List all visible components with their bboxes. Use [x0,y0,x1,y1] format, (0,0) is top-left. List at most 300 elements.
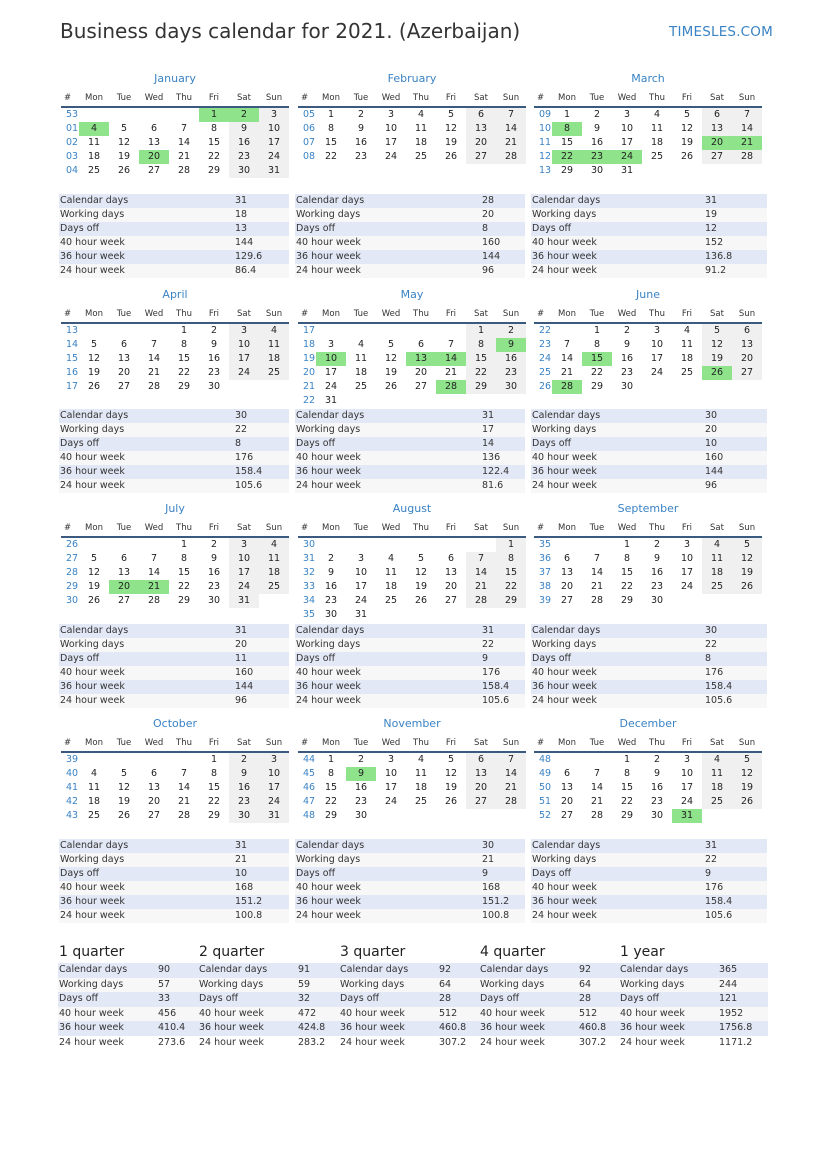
day-cell[interactable]: 30 [207,595,221,606]
day-cell[interactable]: 12 [444,768,458,779]
day-cell[interactable]: 20 [560,796,574,807]
day-cell[interactable]: 20 [109,580,139,594]
day-cell[interactable]: 9 [357,123,365,134]
day-cell[interactable]: 7 [180,123,188,134]
day-cell[interactable]: 5 [683,109,691,120]
day-cell[interactable]: 17 [324,367,338,378]
day-cell[interactable]: 6 [120,339,128,350]
day-cell[interactable]: 30 [354,810,368,821]
day-cell[interactable]: 6 [563,768,571,779]
day-cell[interactable]: 10 [680,768,694,779]
day-cell[interactable]: 13 [466,122,496,136]
day-cell[interactable]: 15 [620,567,634,578]
day-cell[interactable]: 7 [447,339,455,350]
day-cell[interactable]: 17 [620,137,634,148]
day-cell[interactable]: 5 [90,553,98,564]
day-cell[interactable]: 2 [496,324,526,338]
day-cell[interactable]: 1 [180,539,188,550]
day-cell[interactable]: 29 [207,165,221,176]
day-cell[interactable]: 12 [444,123,458,134]
day-cell[interactable]: 14 [732,122,762,136]
day-cell[interactable]: 19 [384,367,398,378]
day-cell[interactable]: 25 [384,595,398,606]
day-cell[interactable]: 15 [177,567,191,578]
day-cell[interactable]: 14 [590,567,604,578]
day-cell[interactable]: 28 [496,795,526,809]
day-cell[interactable]: 3 [387,109,395,120]
day-cell[interactable]: 17 [384,137,398,148]
day-cell[interactable]: 21 [466,580,496,594]
day-cell[interactable]: 17 [384,782,398,793]
day-cell[interactable]: 25 [680,367,694,378]
day-cell[interactable]: 20 [147,796,161,807]
day-cell[interactable]: 30 [229,809,259,823]
day-cell[interactable]: 2 [357,754,365,765]
day-cell[interactable]: 28 [590,810,604,821]
day-cell[interactable]: 24 [612,150,642,164]
day-cell[interactable]: 13 [560,782,574,793]
day-cell[interactable]: 9 [623,339,631,350]
day-cell[interactable]: 9 [229,767,259,781]
day-cell[interactable]: 5 [732,753,762,767]
day-cell[interactable]: 1 [623,754,631,765]
day-cell[interactable]: 12 [680,123,694,134]
day-cell[interactable]: 27 [702,150,732,164]
day-cell[interactable]: 11 [354,353,368,364]
day-cell[interactable]: 11 [87,137,101,148]
day-cell[interactable]: 4 [702,538,732,552]
day-cell[interactable]: 20 [117,367,131,378]
day-cell[interactable]: 29 [177,381,191,392]
day-cell[interactable]: 4 [90,768,98,779]
day-cell[interactable]: 14 [496,122,526,136]
day-cell[interactable]: 27 [147,165,161,176]
day-cell[interactable]: 10 [620,123,634,134]
day-cell[interactable]: 15 [496,566,526,580]
day-cell[interactable]: 25 [702,580,732,594]
day-cell[interactable]: 25 [354,381,368,392]
day-cell[interactable]: 8 [180,339,188,350]
day-cell[interactable]: 25 [259,580,289,594]
day-cell[interactable]: 24 [259,150,289,164]
day-cell[interactable]: 10 [259,122,289,136]
day-cell[interactable]: 23 [229,150,259,164]
day-cell[interactable]: 8 [623,768,631,779]
day-cell[interactable]: 29 [207,810,221,821]
day-cell[interactable]: 26 [680,151,694,162]
day-cell[interactable]: 8 [210,768,218,779]
day-cell[interactable]: 22 [177,367,191,378]
day-cell[interactable]: 7 [563,339,571,350]
day-cell[interactable]: 21 [147,367,161,378]
day-cell[interactable]: 1 [623,539,631,550]
day-cell[interactable]: 28 [466,594,496,608]
day-cell[interactable]: 4 [683,325,691,336]
day-cell[interactable]: 2 [357,109,365,120]
day-cell[interactable]: 17 [259,781,289,795]
day-cell[interactable]: 22 [552,150,582,164]
day-cell[interactable]: 9 [210,553,218,564]
day-cell[interactable]: 11 [259,338,289,352]
day-cell[interactable]: 15 [582,352,612,366]
day-cell[interactable]: 4 [357,339,365,350]
day-cell[interactable]: 2 [653,539,661,550]
day-cell[interactable]: 26 [414,595,428,606]
day-cell[interactable]: 23 [650,581,664,592]
day-cell[interactable]: 18 [680,353,694,364]
day-cell[interactable]: 26 [117,810,131,821]
day-cell[interactable]: 22 [324,151,338,162]
day-cell[interactable]: 19 [444,137,458,148]
day-cell[interactable]: 11 [650,123,664,134]
day-cell[interactable]: 12 [87,353,101,364]
day-cell[interactable]: 3 [683,754,691,765]
day-cell[interactable]: 9 [653,553,661,564]
day-cell[interactable]: 6 [466,753,496,767]
day-cell[interactable]: 11 [414,123,428,134]
day-cell[interactable]: 13 [466,767,496,781]
day-cell[interactable]: 25 [414,151,428,162]
day-cell[interactable]: 20 [702,136,732,150]
day-cell[interactable]: 20 [139,150,169,164]
day-cell[interactable]: 20 [732,352,762,366]
day-cell[interactable]: 1 [199,108,229,122]
day-cell[interactable]: 13 [117,353,131,364]
day-cell[interactable]: 11 [384,567,398,578]
day-cell[interactable]: 12 [87,567,101,578]
day-cell[interactable]: 8 [466,338,496,352]
day-cell[interactable]: 28 [177,810,191,821]
day-cell[interactable]: 18 [87,151,101,162]
day-cell[interactable]: 9 [496,338,526,352]
day-cell[interactable]: 12 [117,782,131,793]
day-cell[interactable]: 15 [207,782,221,793]
day-cell[interactable]: 10 [354,567,368,578]
day-cell[interactable]: 7 [150,339,158,350]
day-cell[interactable]: 12 [732,767,762,781]
day-cell[interactable]: 14 [560,353,574,364]
day-cell[interactable]: 7 [150,553,158,564]
day-cell[interactable]: 19 [87,581,101,592]
day-cell[interactable]: 24 [384,796,398,807]
day-cell[interactable]: 21 [560,367,574,378]
day-cell[interactable]: 5 [387,339,395,350]
day-cell[interactable]: 10 [259,767,289,781]
day-cell[interactable]: 9 [229,122,259,136]
day-cell[interactable]: 2 [623,325,631,336]
day-cell[interactable]: 14 [177,782,191,793]
day-cell[interactable]: 14 [466,566,496,580]
day-cell[interactable]: 15 [620,782,634,793]
day-cell[interactable]: 23 [324,595,338,606]
day-cell[interactable]: 17 [354,581,368,592]
day-cell[interactable]: 22 [207,796,221,807]
day-cell[interactable]: 9 [327,567,335,578]
day-cell[interactable]: 17 [229,566,259,580]
day-cell[interactable]: 27 [732,366,762,380]
day-cell[interactable]: 18 [414,782,428,793]
day-cell[interactable]: 26 [444,796,458,807]
day-cell[interactable]: 5 [447,754,455,765]
day-cell[interactable]: 4 [259,324,289,338]
day-cell[interactable]: 23 [650,796,664,807]
day-cell[interactable]: 24 [324,381,338,392]
day-cell[interactable]: 2 [653,754,661,765]
day-cell[interactable]: 3 [357,553,365,564]
day-cell[interactable]: 26 [702,366,732,380]
day-cell[interactable]: 15 [177,353,191,364]
day-cell[interactable]: 5 [120,768,128,779]
day-cell[interactable]: 30 [650,595,664,606]
day-cell[interactable]: 23 [229,795,259,809]
day-cell[interactable]: 5 [417,553,425,564]
day-cell[interactable]: 5 [90,339,98,350]
day-cell[interactable]: 31 [354,609,368,620]
day-cell[interactable]: 15 [324,782,338,793]
day-cell[interactable]: 6 [702,108,732,122]
day-cell[interactable]: 15 [560,137,574,148]
day-cell[interactable]: 4 [653,109,661,120]
day-cell[interactable]: 30 [650,810,664,821]
day-cell[interactable]: 14 [147,567,161,578]
day-cell[interactable]: 29 [324,810,338,821]
day-cell[interactable]: 15 [466,352,496,366]
day-cell[interactable]: 22 [496,580,526,594]
day-cell[interactable]: 13 [147,137,161,148]
day-cell[interactable]: 14 [177,137,191,148]
day-cell[interactable]: 9 [210,339,218,350]
day-cell[interactable]: 7 [466,552,496,566]
day-cell[interactable]: 20 [444,581,458,592]
day-cell[interactable]: 24 [354,595,368,606]
day-cell[interactable]: 19 [444,782,458,793]
day-cell[interactable]: 20 [466,136,496,150]
day-cell[interactable]: 16 [590,137,604,148]
day-cell[interactable]: 19 [680,137,694,148]
day-cell[interactable]: 18 [414,137,428,148]
day-cell[interactable]: 3 [259,108,289,122]
day-cell[interactable]: 2 [229,108,259,122]
day-cell[interactable]: 16 [650,567,664,578]
day-cell[interactable]: 11 [259,552,289,566]
day-cell[interactable]: 18 [354,367,368,378]
day-cell[interactable]: 7 [593,553,601,564]
day-cell[interactable]: 26 [87,595,101,606]
day-cell[interactable]: 12 [732,552,762,566]
day-cell[interactable]: 11 [702,552,732,566]
day-cell[interactable]: 10 [229,552,259,566]
day-cell[interactable]: 13 [117,567,131,578]
day-cell[interactable]: 10 [650,339,664,350]
day-cell[interactable]: 14 [590,782,604,793]
day-cell[interactable]: 13 [406,352,436,366]
day-cell[interactable]: 5 [702,324,732,338]
day-cell[interactable]: 12 [414,567,428,578]
day-cell[interactable]: 12 [702,338,732,352]
day-cell[interactable]: 21 [177,151,191,162]
day-cell[interactable]: 4 [259,538,289,552]
day-cell[interactable]: 22 [590,367,604,378]
day-cell[interactable]: 17 [680,567,694,578]
day-cell[interactable]: 24 [650,367,664,378]
day-cell[interactable]: 24 [384,151,398,162]
day-cell[interactable]: 24 [229,366,259,380]
day-cell[interactable]: 9 [653,768,661,779]
day-cell[interactable]: 26 [384,381,398,392]
day-cell[interactable]: 11 [702,767,732,781]
day-cell[interactable]: 21 [139,580,169,594]
day-cell[interactable]: 28 [590,595,604,606]
day-cell[interactable]: 9 [346,767,376,781]
day-cell[interactable]: 28 [436,380,466,394]
day-cell[interactable]: 3 [327,339,335,350]
day-cell[interactable]: 23 [354,796,368,807]
day-cell[interactable]: 16 [229,136,259,150]
day-cell[interactable]: 16 [650,782,664,793]
day-cell[interactable]: 12 [384,353,398,364]
day-cell[interactable]: 4 [702,753,732,767]
day-cell[interactable]: 3 [623,109,631,120]
day-cell[interactable]: 25 [650,151,664,162]
day-cell[interactable]: 1 [210,754,218,765]
day-cell[interactable]: 11 [680,339,694,350]
day-cell[interactable]: 19 [732,566,762,580]
day-cell[interactable]: 25 [702,795,732,809]
day-cell[interactable]: 4 [79,122,109,136]
day-cell[interactable]: 20 [466,781,496,795]
day-cell[interactable]: 16 [620,353,634,364]
day-cell[interactable]: 26 [732,795,762,809]
day-cell[interactable]: 12 [117,137,131,148]
day-cell[interactable]: 6 [150,123,158,134]
day-cell[interactable]: 10 [316,352,346,366]
day-cell[interactable]: 31 [620,165,634,176]
day-cell[interactable]: 27 [466,150,496,164]
day-cell[interactable]: 13 [560,567,574,578]
day-cell[interactable]: 15 [207,137,221,148]
day-cell[interactable]: 25 [259,366,289,380]
day-cell[interactable]: 8 [180,553,188,564]
day-cell[interactable]: 1 [466,324,496,338]
day-cell[interactable]: 4 [417,754,425,765]
day-cell[interactable]: 23 [354,151,368,162]
day-cell[interactable]: 7 [732,108,762,122]
day-cell[interactable]: 2 [210,325,218,336]
day-cell[interactable]: 19 [732,781,762,795]
day-cell[interactable]: 17 [680,782,694,793]
day-cell[interactable]: 30 [207,381,221,392]
day-cell[interactable]: 9 [593,123,601,134]
day-cell[interactable]: 3 [683,539,691,550]
day-cell[interactable]: 19 [702,352,732,366]
day-cell[interactable]: 21 [496,781,526,795]
day-cell[interactable]: 21 [177,796,191,807]
day-cell[interactable]: 31 [324,395,338,406]
day-cell[interactable]: 1 [496,538,526,552]
day-cell[interactable]: 4 [387,553,395,564]
day-cell[interactable]: 1 [327,109,335,120]
day-cell[interactable]: 28 [147,595,161,606]
day-cell[interactable]: 2 [327,553,335,564]
day-cell[interactable]: 5 [120,123,128,134]
day-cell[interactable]: 26 [87,381,101,392]
day-cell[interactable]: 18 [87,796,101,807]
day-cell[interactable]: 14 [147,353,161,364]
day-cell[interactable]: 26 [444,151,458,162]
day-cell[interactable]: 31 [672,809,702,823]
day-cell[interactable]: 30 [620,381,634,392]
day-cell[interactable]: 22 [620,581,634,592]
day-cell[interactable]: 18 [702,781,732,795]
day-cell[interactable]: 16 [207,353,221,364]
day-cell[interactable]: 18 [259,352,289,366]
day-cell[interactable]: 27 [147,810,161,821]
day-cell[interactable]: 18 [384,581,398,592]
day-cell[interactable]: 21 [590,581,604,592]
day-cell[interactable]: 23 [496,366,526,380]
day-cell[interactable]: 22 [177,581,191,592]
day-cell[interactable]: 6 [120,553,128,564]
day-cell[interactable]: 20 [560,581,574,592]
day-cell[interactable]: 2 [593,109,601,120]
day-cell[interactable]: 27 [117,595,131,606]
day-cell[interactable]: 24 [229,580,259,594]
day-cell[interactable]: 7 [496,753,526,767]
day-cell[interactable]: 24 [680,581,694,592]
day-cell[interactable]: 20 [414,367,428,378]
day-cell[interactable]: 15 [324,137,338,148]
day-cell[interactable]: 25 [414,796,428,807]
day-cell[interactable]: 1 [563,109,571,120]
day-cell[interactable]: 27 [466,795,496,809]
day-cell[interactable]: 6 [150,768,158,779]
day-cell[interactable]: 1 [180,325,188,336]
day-cell[interactable]: 24 [680,796,694,807]
day-cell[interactable]: 28 [552,380,582,394]
day-cell[interactable]: 10 [229,338,259,352]
day-cell[interactable]: 21 [496,136,526,150]
day-cell[interactable]: 16 [354,782,368,793]
day-cell[interactable]: 6 [563,553,571,564]
day-cell[interactable]: 8 [623,553,631,564]
day-cell[interactable]: 24 [259,795,289,809]
day-cell[interactable]: 18 [702,566,732,580]
day-cell[interactable]: 6 [732,324,762,338]
day-cell[interactable]: 31 [259,164,289,178]
day-cell[interactable]: 30 [229,164,259,178]
day-cell[interactable]: 28 [732,150,762,164]
day-cell[interactable]: 29 [466,380,496,394]
day-cell[interactable]: 3 [229,324,259,338]
day-cell[interactable]: 18 [650,137,664,148]
day-cell[interactable]: 13 [444,567,458,578]
day-cell[interactable]: 5 [732,538,762,552]
day-cell[interactable]: 27 [414,381,428,392]
day-cell[interactable]: 14 [496,767,526,781]
day-cell[interactable]: 10 [680,553,694,564]
day-cell[interactable]: 30 [496,380,526,394]
day-cell[interactable]: 28 [496,150,526,164]
day-cell[interactable]: 22 [324,796,338,807]
day-cell[interactable]: 26 [117,165,131,176]
day-cell[interactable]: 6 [466,108,496,122]
day-cell[interactable]: 13 [702,122,732,136]
day-cell[interactable]: 11 [87,782,101,793]
day-cell[interactable]: 16 [229,781,259,795]
day-cell[interactable]: 13 [732,338,762,352]
day-cell[interactable]: 3 [387,754,395,765]
day-cell[interactable]: 17 [229,352,259,366]
